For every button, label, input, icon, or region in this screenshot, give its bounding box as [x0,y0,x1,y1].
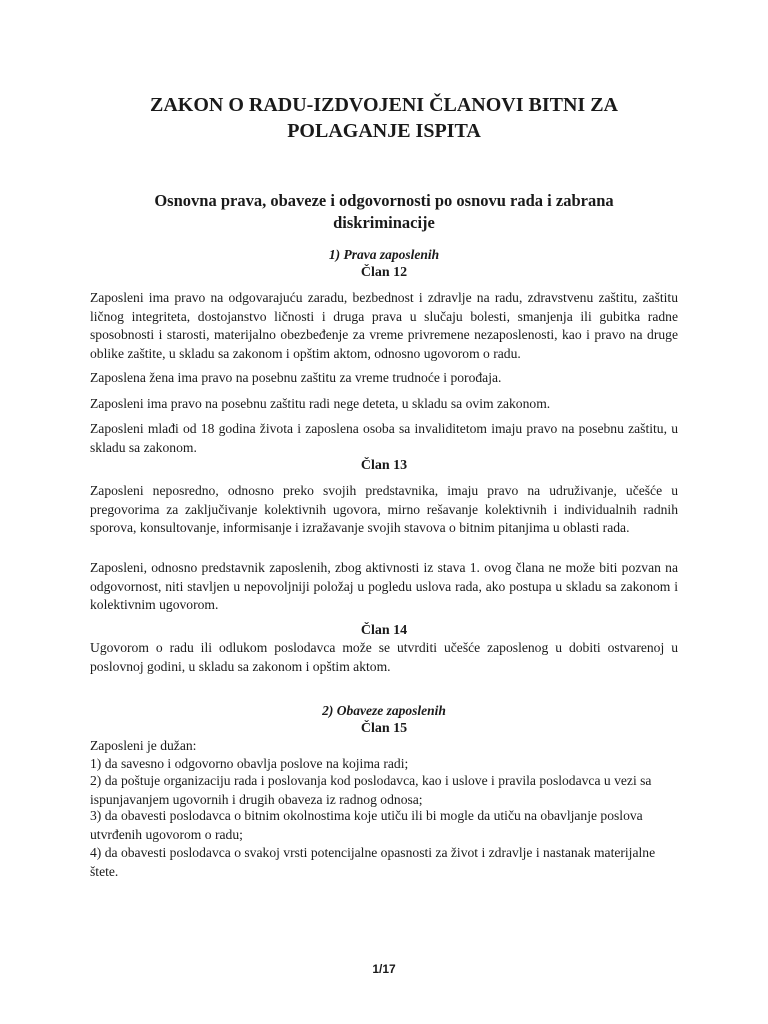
section-title: Osnovna prava, obaveze i odgovornosti po osnovu rada i zabrana diskriminacije [154,191,614,232]
article-12-paragraph-2: Zaposlena žena ima pravo na posebnu zaštitu za vreme trudnoće i porođaja. [90,370,502,385]
article-15-item-2: 2) da poštuje organizaciju rada i poslovanja kod poslodavca, kao i uslove i pravila poslodavca u vezi sa ispunjavanjem ugovornih i drugih obaveza iz radnog odnosa; [90,773,652,807]
page-number: 1/17 [372,962,396,976]
article-heading-12: Član 12 [360,265,408,280]
article-heading-13: Član 13 [360,458,408,473]
article-15-item-1: 1) da savesno i odgovorno obavlja poslove na kojima radi; [90,756,409,771]
article-12-paragraph-3: Zaposleni ima pravo na posebnu zaštitu radi nege deteta, u skladu sa ovim zakonom. [90,396,551,411]
article-15-item-3: 3) da obavesti poslodavca o bitnim okolnostima koje utiču ili bi mogle da utiču na obavljanje poslova utvrđenih ugovorom o radu; [90,808,643,842]
article-heading-15: Član 15 [360,721,408,736]
article-heading-14: Član 14 [360,623,408,638]
article-14-paragraph-1: Ugovorom o radu ili odlukom poslodavca može se utvrditi učešće zaposlenog u dobiti ostvarenoj u poslovnoj godini, u skladu sa zakonom i opštim aktom. [90,640,678,674]
article-15-intro: Zaposleni je dužan: [90,738,197,753]
article-12-paragraph-4: Zaposleni mlađi od 18 godina života i zaposlena osoba sa invaliditetom imaju pravo na posebnu zaštitu, u skladu sa zakonom. [90,421,678,455]
article-12-paragraph-1: Zaposleni ima pravo na odgovarajuću zaradu, bezbednost i zdravlje na radu, zdravstvenu zaštitu, zaštitu ličnog integriteta, dostojanstvo ličnosti i druga prava u slučaju bolesti, smanjenja ili gubitka radne sposobnosti i starosti, materijalno obezbeđenje za vreme privremene nezaposlenosti, kao i pravo na druge oblike zaštite, u skladu sa zakonom i opštim aktom, odnosno ugovorom o radu. [90,290,678,361]
subsection-heading-obligations: 2) Obaveze zaposlenih [322,703,446,718]
article-15-item-4: 4) da obavesti poslodavca o svakoj vrsti potencijalne opasnosti za život i zdravlje i nastanak materijalne štete. [90,845,656,879]
article-13-paragraph-1: Zaposleni neposredno, odnosno preko svojih predstavnika, imaju pravo na udruživanje, učešće u pregovorima za zaključivanje kolektivnih ugovora, mirno rešavanje kolektivnih i individualnih radnih sporova, konsultovanje, informisanje i izražavanje svojih stavova o bitnim pitanjima u oblasti rada. [90,483,678,535]
article-13-paragraph-2: Zaposleni, odnosno predstavnik zaposlenih, zbog aktivnosti iz stava 1. ovog člana ne može biti pozvan na odgovornost, niti stavljen u nepovoljniji položaj u pogledu uslova rada, ako postupa u skladu sa zakonom i kolektivnim ugovorom. [90,560,678,612]
document-title: ZAKON O RADU-IZDVOJENI ČLANOVI BITNI ZA POLAGANJE ISPITA [150,94,618,142]
subsection-heading-rights: 1) Prava zaposlenih [328,247,440,262]
